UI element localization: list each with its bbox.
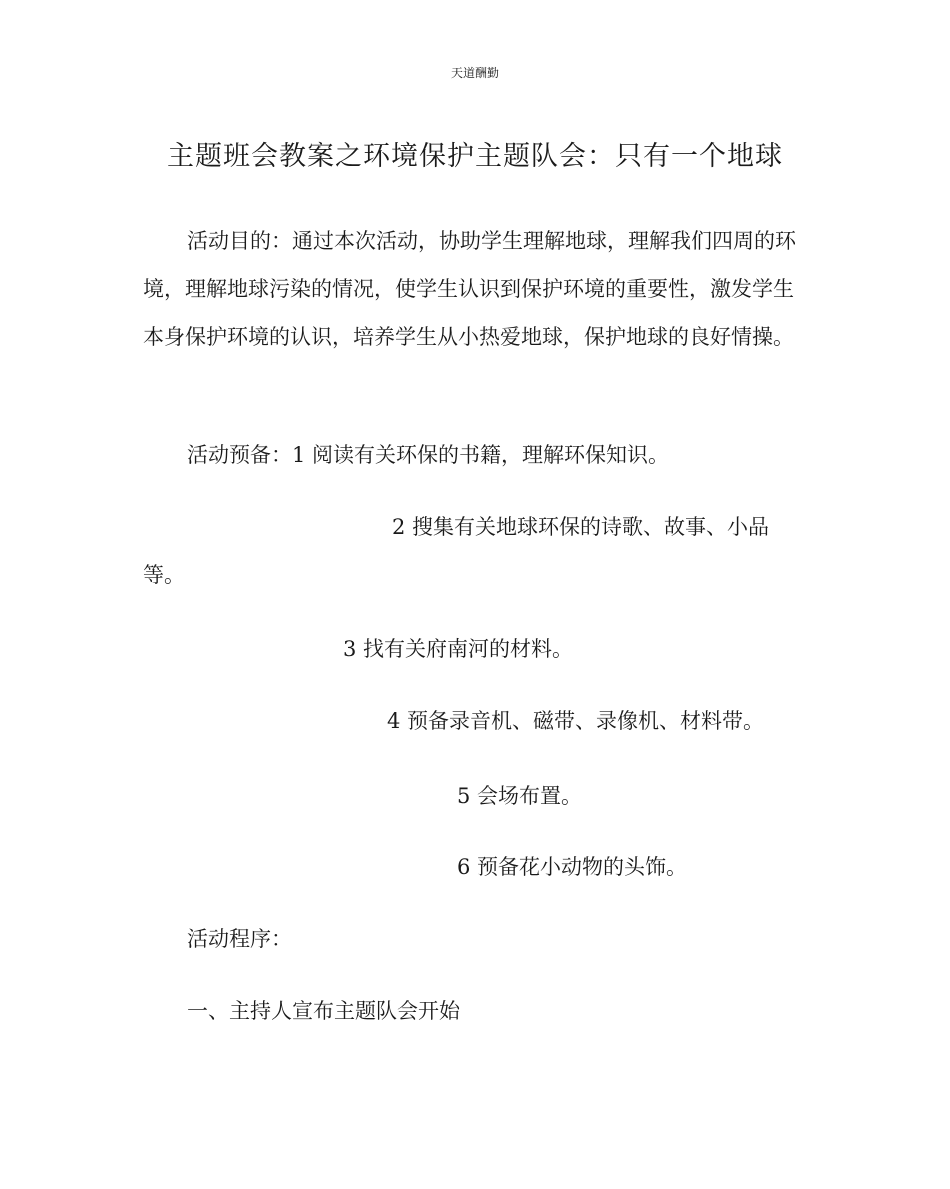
preparation-item-4: 4 预备录音机、磁带、录像机、材料带。 xyxy=(387,709,765,733)
preparation-item-5: 5 会场布置。 xyxy=(457,784,583,808)
document-title: 主题班会教案之环境保护主题队会：只有一个地球 xyxy=(167,141,783,172)
preparation-item-2-continued: 等。 xyxy=(143,563,185,587)
activity-purpose-paragraph: 活动目的：通过本次活动，协助学生理解地球，理解我们四周的环境，理解地球污染的情况，使学生认识到保护环境的重要性，激发学生本身保护环境的认识，培养学生从小热爱地球，保护地球的良好情操。 xyxy=(143,229,796,349)
page-header: 天道酬勤 xyxy=(450,66,499,80)
procedure-step-1: 一、主持人宣布主题队会开始 xyxy=(187,999,460,1023)
preparation-item-3: 3 找有关府南河的材料。 xyxy=(343,637,574,661)
preparation-item-1: 活动预备：1 阅读有关环保的书籍，理解环保知识。 xyxy=(187,443,670,467)
preparation-item-2: 2 搜集有关地球环保的诗歌、故事、小品 xyxy=(392,515,770,539)
procedure-heading: 活动程序： xyxy=(187,927,292,951)
preparation-item-6: 6 预备花小动物的头饰。 xyxy=(457,855,688,879)
